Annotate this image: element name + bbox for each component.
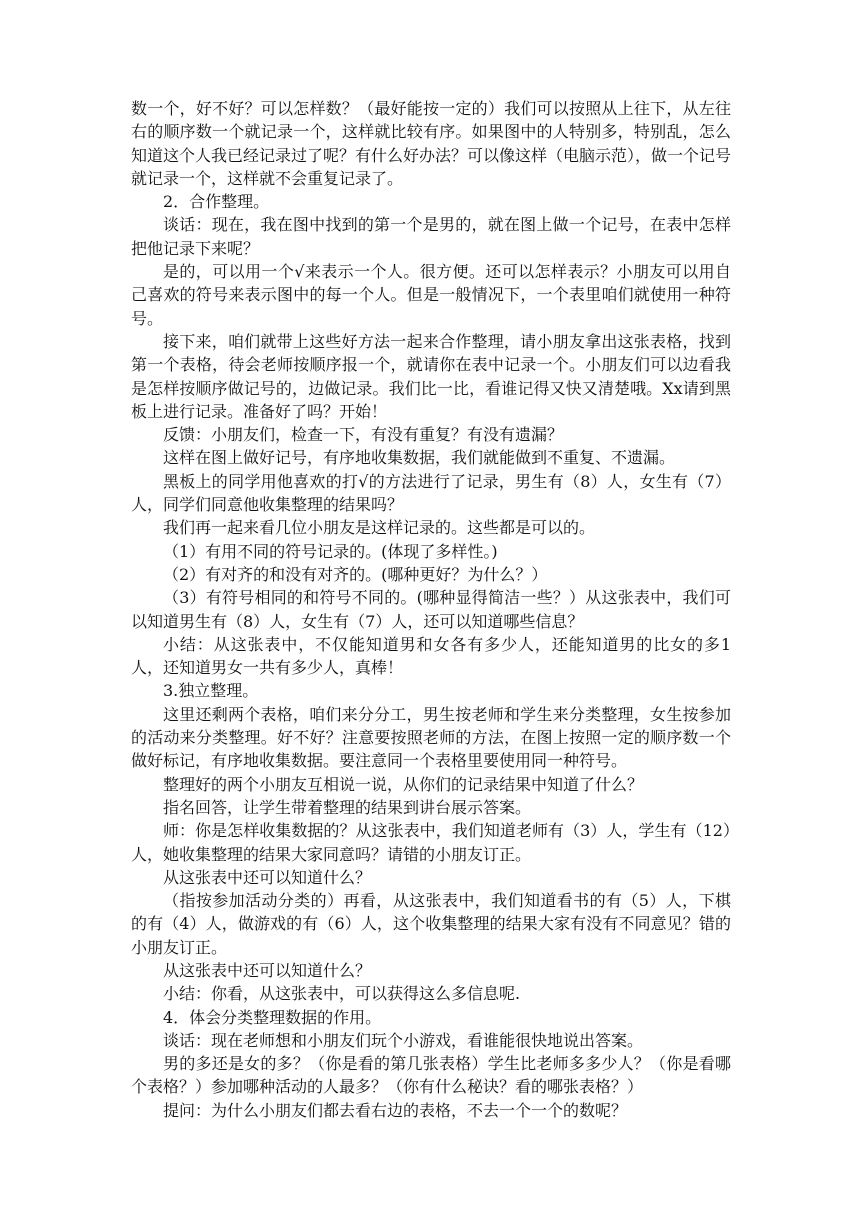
paragraph: （指按参加活动分类的）再看，从这张表中，我们知道看书的有（5）人，下棋的有（4）人，做游戏的有（6）人，这个收集整理的结果大家有没有不同意见？错的小朋友订正。 xyxy=(131,891,731,957)
paragraph: 2．合作整理。 xyxy=(163,192,270,212)
paragraph: 指名回答，让学生带着整理的结果到讲台展示答案。 xyxy=(163,797,532,817)
paragraph: 这样在图上做好记号，有序地收集数据，我们就能做到不重复、不遗漏。 xyxy=(163,448,676,468)
document-body xyxy=(131,97,731,1122)
paragraph: 4．体会分类整理数据的作用。 xyxy=(163,1007,382,1027)
paragraph: 从这张表中还可以知道什么？ xyxy=(163,960,372,980)
paragraph: 是的，可以用一个√来表示一个人。很方便。还可以怎样表示？小朋友可以用自己喜欢的符号来表示图中的每一个人。但是一般情况下，一个表里咱们就使用一种符号。 xyxy=(131,262,731,328)
paragraph: 小结：从这张表中，不仅能知道男和女各有多少人，还能知道男的比女的多1人，还知道男女一共有多少人，真棒！ xyxy=(131,634,731,678)
paragraph: 黑板上的同学用他喜欢的打√的方法进行了记录，男生有（8）人，女生有（7）人，同学们同意他收集整理的结果吗？ xyxy=(131,471,731,515)
paragraph: 3.独立整理。 xyxy=(163,681,259,701)
paragraph: 从这张表中还可以知道什么？ xyxy=(163,867,372,887)
paragraph: 谈话：现在老师想和小朋友们玩个小游戏，看谁能很快地说出答案。 xyxy=(163,1030,644,1050)
paragraph: 数一个，好不好？可以怎样数？（最好能按一定的）我们可以按照从上往下，从左往右的顺序数一个就记录一个，这样就比较有序。如果图中的人特别多，特别乱，怎么知道这个人我已经记录过了呢？有什么好办法？可以像这样（电脑示范），做一个记号就记录一个，这样就不会重复记录了。 xyxy=(131,99,732,188)
paragraph: 反馈：小朋友们，检查一下，有没有重复？有没有遗漏？ xyxy=(163,425,564,445)
paragraph: 小结：你看，从这张表中，可以获得这么多信息呢. xyxy=(163,984,521,1004)
paragraph: 这里还剩两个表格，咱们来分分工，男生按老师和学生来分类整理，女生按参加的活动来分类整理。好不好？注意要按照老师的方法，在图上按照一定的顺序数一个做好标记，有序地收集数据。要注意同一个表格里要使用同一种符号。 xyxy=(131,704,731,771)
paragraph: 整理好的两个小朋友互相说一说，从你们的记录结果中知道了什么？ xyxy=(163,774,644,794)
paragraph: （3）有符号相同的和符号不同的。(哪种显得简洁一些？）从这张表中，我们可以知道男生有（8）人，女生有（7）人，还可以知道哪些信息？ xyxy=(131,588,731,631)
paragraph: 师：你是怎样收集数据的？从这张表中，我们知道老师有（3）人，学生有（12）人，她收集整理的结果大家同意吗？请错的小朋友订正。 xyxy=(131,821,731,864)
paragraph: 接下来，咱们就带上这些好方法一起来合作整理，请小朋友拿出这张表格，找到第一个表格，待会老师按顺序报一个，就请你在表中记录一个。小朋友们可以边看我是怎样按顺序做记号的，边做记录。我们比一比，看谁记得又快又清楚哦。Xx请到黑板上进行记录。准备好了吗？开始！ xyxy=(131,331,731,421)
paragraph: 提问：为什么小朋友们都去看右边的表格，不去一个一个的数呢？ xyxy=(163,1100,628,1120)
paragraph: 男的多还是女的多？（你是看的第几张表格）学生比老师多多少人？（你是看哪个表格？）参加哪种活动的人最多？（你有什么秘诀？看的哪张表格？） xyxy=(131,1054,731,1097)
paragraph: （2）有对齐的和没有对齐的。(哪种更好？为什么？） xyxy=(163,564,548,584)
paragraph: 谈话：现在，我在图中找到的第一个是男的，就在图上做一个记号，在表中怎样把他记录下来呢？ xyxy=(131,215,731,258)
paragraph: 我们再一起来看几位小朋友是这样记录的。这些都是可以的。 xyxy=(163,518,596,538)
paragraph: （1）有用不同的符号记录的。(体现了多样性。) xyxy=(163,541,498,561)
